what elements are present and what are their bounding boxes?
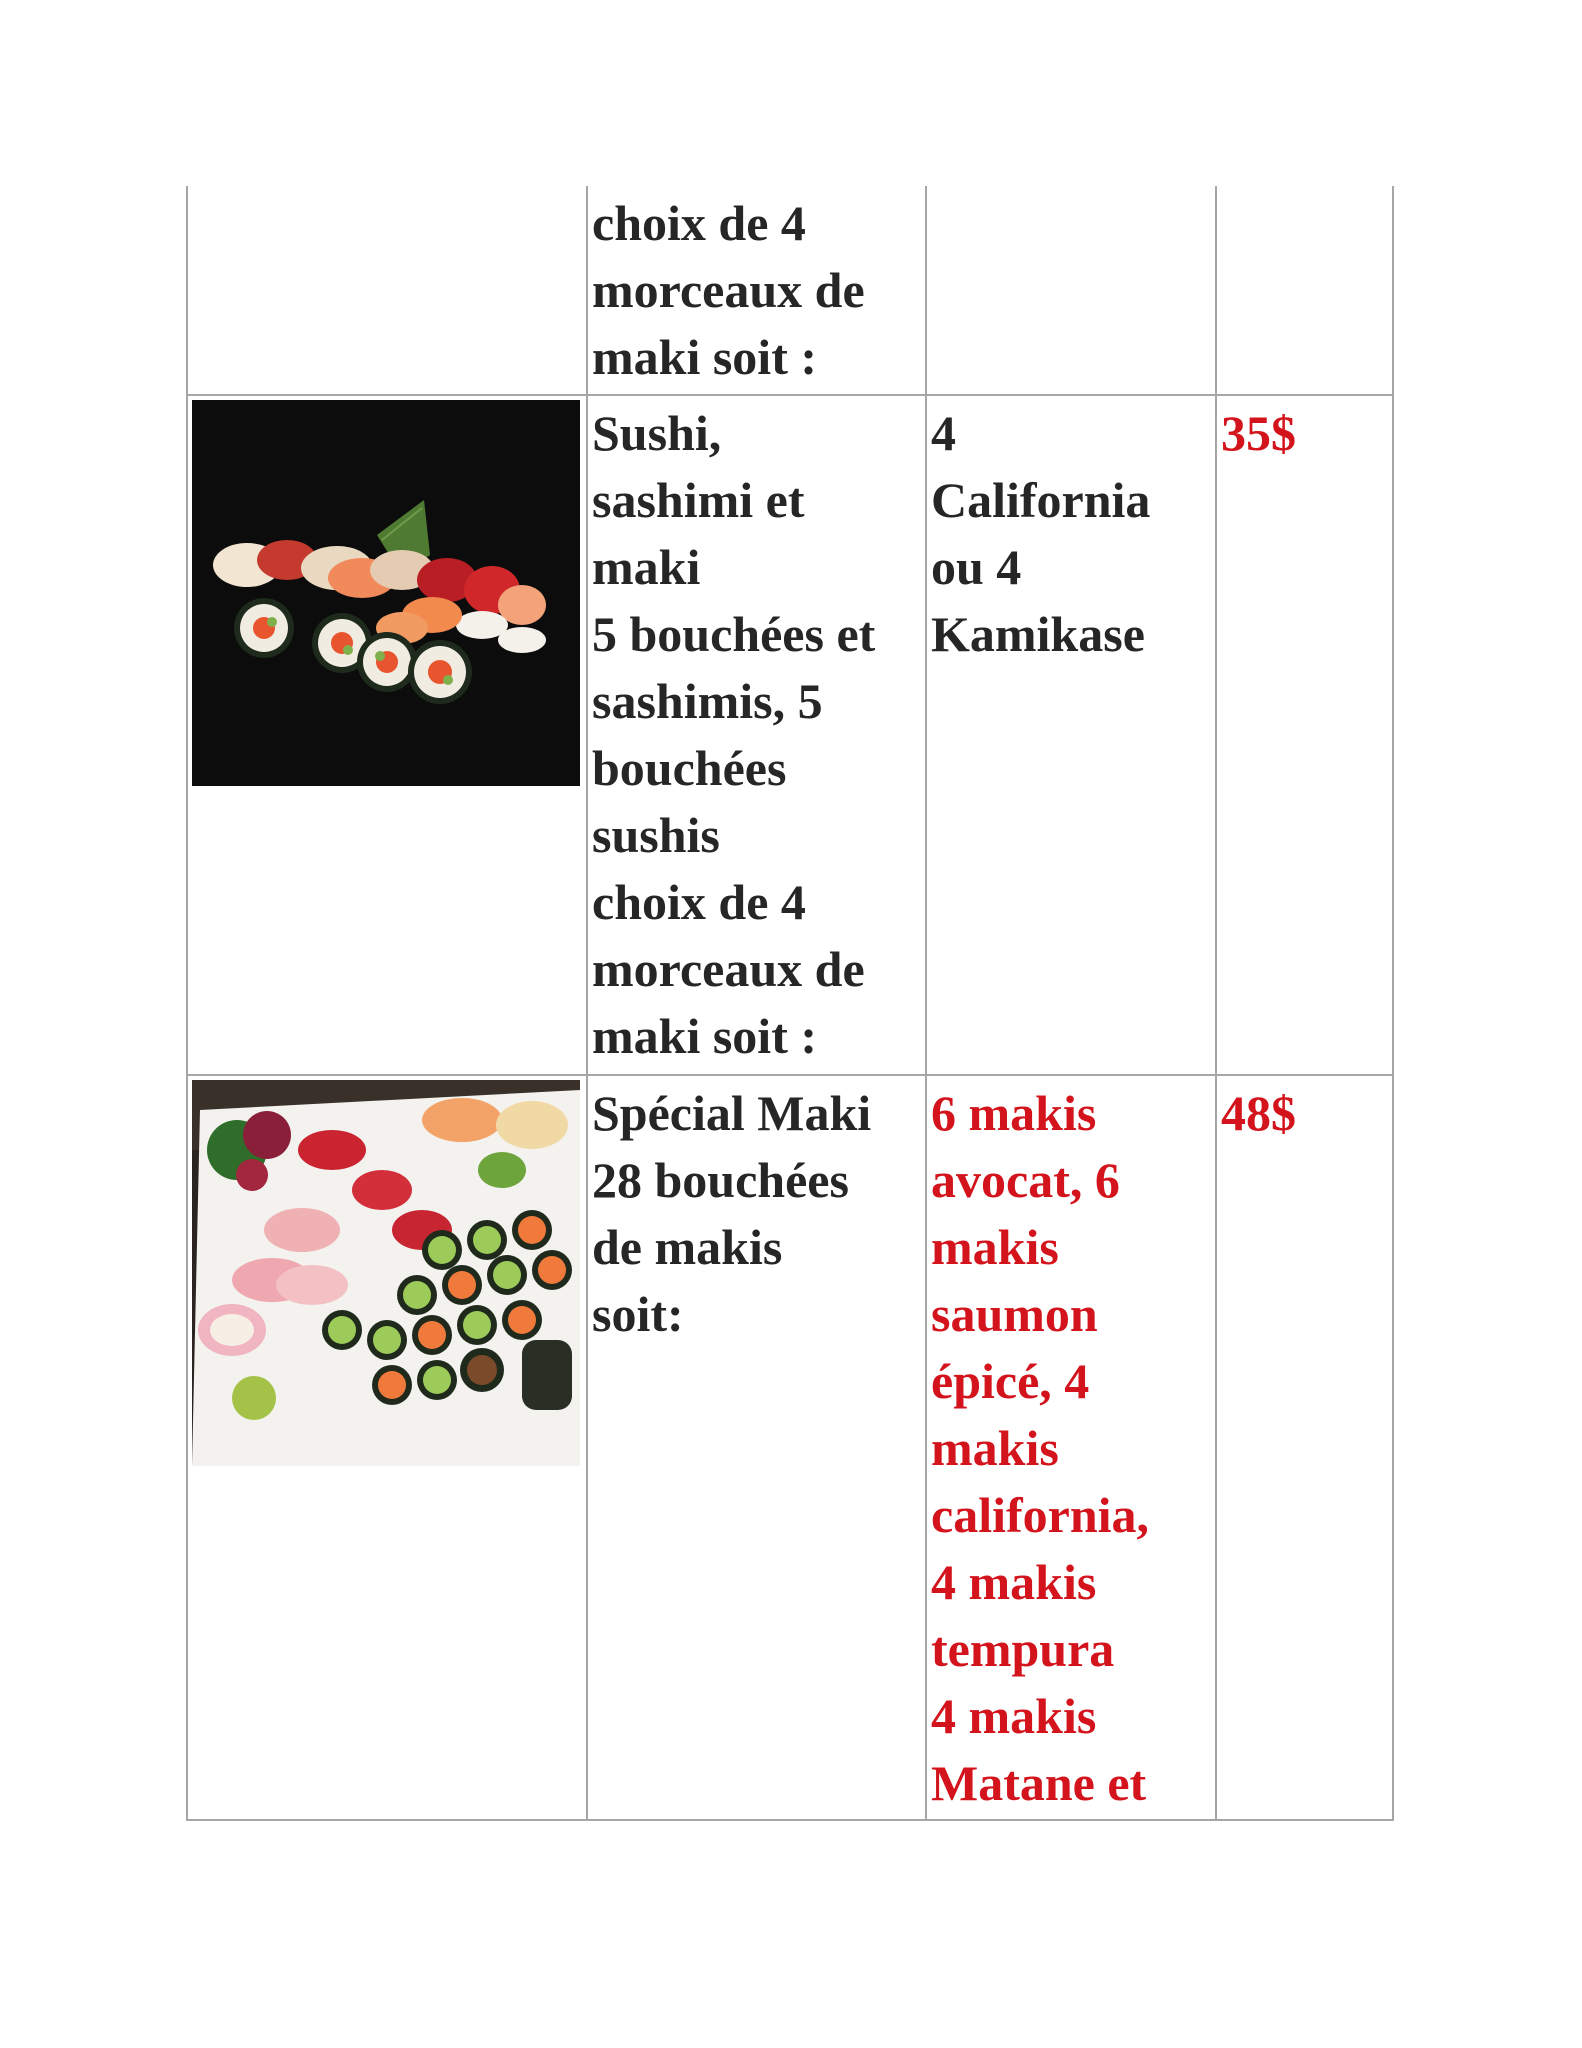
price-cell — [1216, 186, 1393, 395]
choice-line: 4 makis — [931, 1688, 1097, 1744]
table-row — [187, 395, 1393, 1075]
choice-cell — [926, 395, 1216, 1075]
choice-line: ou 4 — [931, 539, 1022, 595]
description-line: maki soit : — [592, 329, 817, 385]
price-cell — [1216, 1075, 1393, 1820]
description-line: bouchées — [592, 740, 787, 796]
description-line: morceaux de — [592, 262, 865, 318]
choice-line: saumon — [931, 1286, 1098, 1342]
choice-line: makis — [931, 1219, 1059, 1275]
description-line: Sushi, — [592, 405, 722, 461]
description-cell — [587, 395, 926, 1075]
description-cell — [587, 1075, 926, 1820]
description-line: maki soit : — [592, 1008, 817, 1064]
choice-line: tempura — [931, 1621, 1115, 1677]
choice-line: California — [931, 472, 1151, 528]
description-line: morceaux de — [592, 941, 865, 997]
menu-table — [186, 186, 1394, 1821]
description-line: 5 bouchées et — [592, 606, 876, 662]
choice-cell — [926, 1075, 1216, 1820]
image-cell — [187, 395, 587, 1075]
description-line: 28 bouchées — [592, 1152, 849, 1208]
table-row — [187, 1075, 1393, 1820]
description-line: Spécial Maki — [592, 1085, 872, 1141]
description-line: sashimi et — [592, 472, 805, 528]
description-line: choix de 4 — [592, 874, 806, 930]
choice-cell — [926, 186, 1216, 395]
description-line: choix de 4 — [592, 195, 806, 251]
choice-line: california, — [931, 1487, 1150, 1543]
choice-line: épicé, 4 — [931, 1353, 1090, 1409]
price-cell — [1216, 395, 1393, 1075]
choice-line: 6 makis — [931, 1085, 1097, 1141]
sushi-sashimi-maki-photo — [192, 400, 580, 786]
description-line: maki — [592, 539, 701, 595]
description-line: sashimis, 5 — [592, 673, 823, 729]
choice-line: avocat, 6 — [931, 1152, 1120, 1208]
price-label: 35$ — [1221, 405, 1296, 461]
description-line: soit: — [592, 1286, 684, 1342]
description-line: sushis — [592, 807, 720, 863]
choice-line: Matane et — [931, 1755, 1147, 1811]
table-row — [187, 186, 1393, 395]
choice-line: makis — [931, 1420, 1059, 1476]
description-line: de makis — [592, 1219, 783, 1275]
choice-line: 4 makis — [931, 1554, 1097, 1610]
special-maki-platter-photo — [192, 1080, 580, 1466]
choice-line: 4 — [931, 405, 956, 461]
description-cell — [587, 186, 926, 395]
image-cell — [187, 1075, 587, 1820]
price-label: 48$ — [1221, 1085, 1296, 1141]
choice-line: Kamikase — [931, 606, 1145, 662]
image-cell — [187, 186, 587, 395]
